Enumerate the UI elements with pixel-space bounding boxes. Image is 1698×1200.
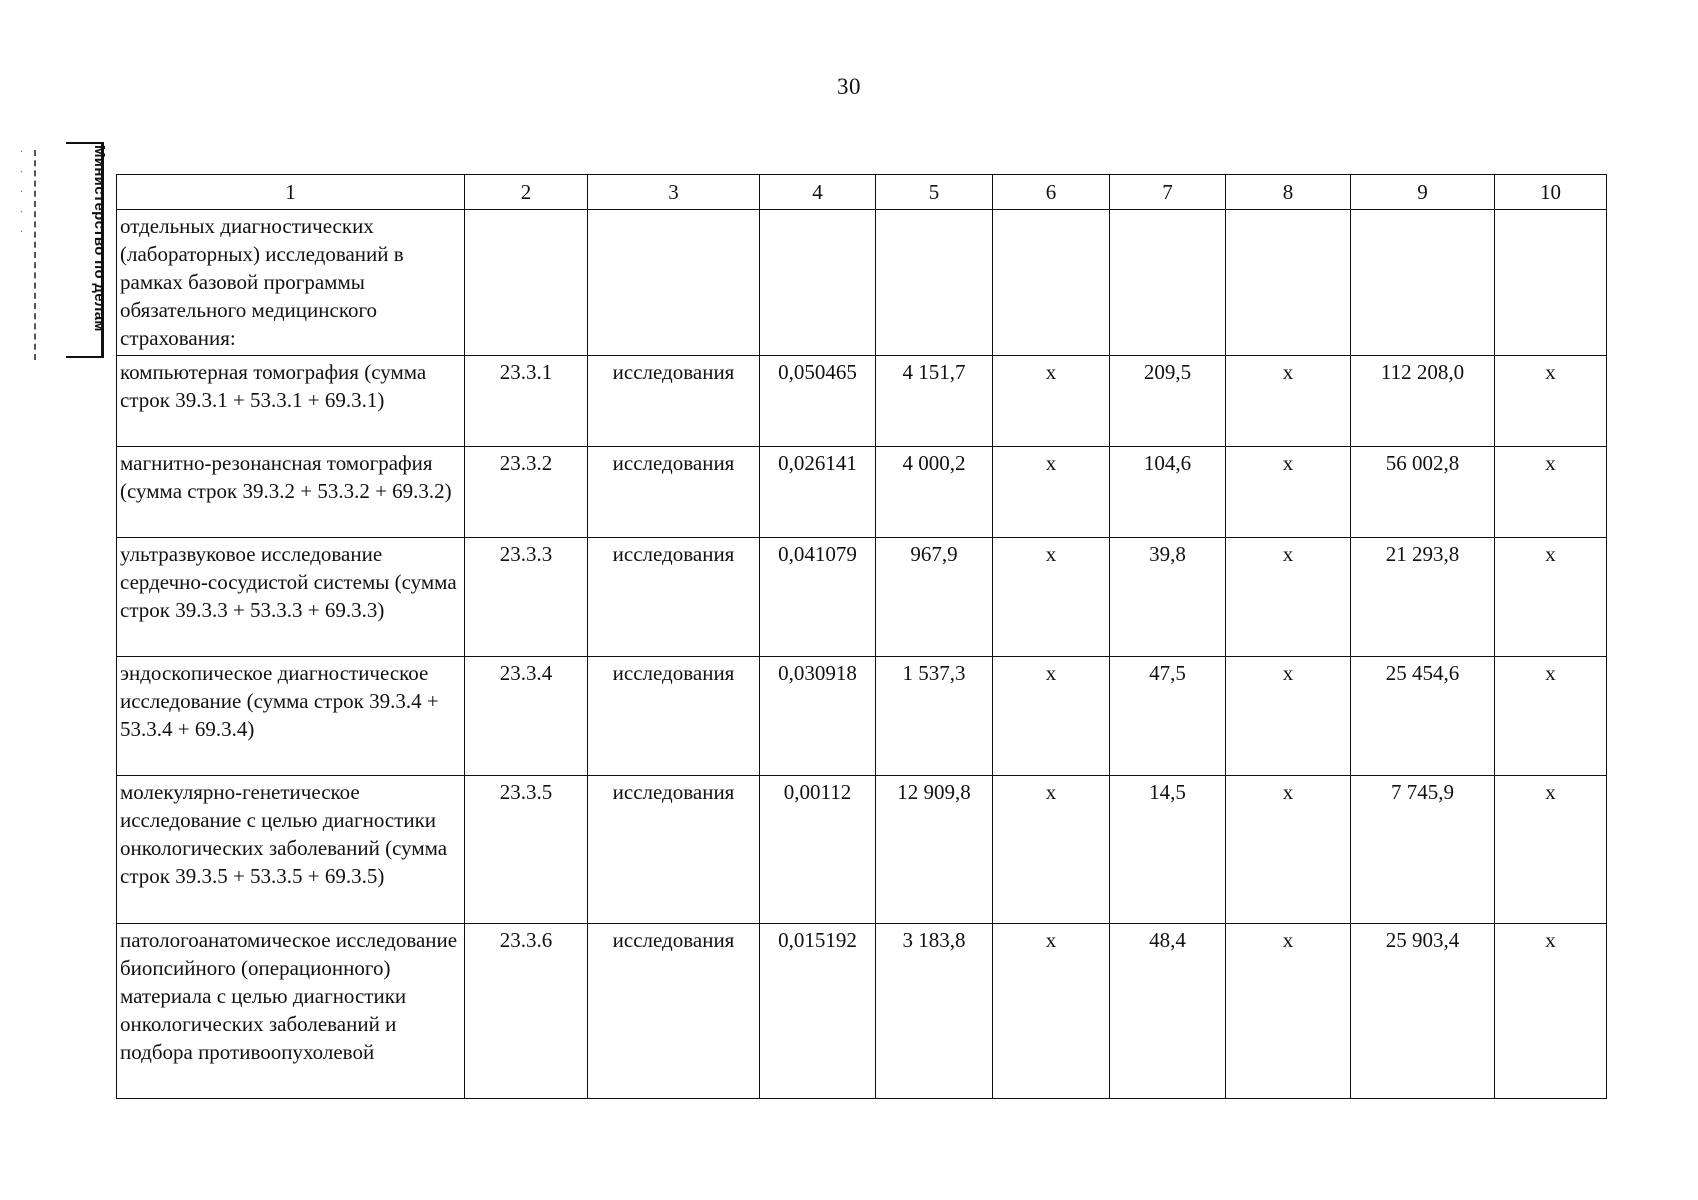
row-value-cell	[876, 210, 993, 356]
row-name-cell: патологоанатомическое исследование биопсийного (операционного) материала с целью диагностики онкологических заболеваний и подбора противоопухолевой	[117, 924, 465, 1099]
row-value-cell: х	[993, 924, 1110, 1099]
row-value-cell: 0,015192	[760, 924, 876, 1099]
row-value-cell: х	[1495, 776, 1607, 924]
row-code-cell: 23.3.5	[465, 776, 588, 924]
table-row	[117, 538, 1607, 657]
row-value-cell: х	[993, 776, 1110, 924]
table-row	[117, 356, 1607, 447]
row-value-cell: 25 903,4	[1351, 924, 1495, 1099]
row-code-cell: 23.3.4	[465, 657, 588, 776]
row-unit-cell: исследования	[588, 657, 760, 776]
row-code-cell: 23.3.6	[465, 924, 588, 1099]
table-row	[117, 447, 1607, 538]
row-value-cell: 0,026141	[760, 447, 876, 538]
stamp-bracket	[34, 150, 38, 360]
header-cell: 10	[1495, 175, 1607, 210]
row-value-cell: х	[1495, 657, 1607, 776]
row-value-cell: 21 293,8	[1351, 538, 1495, 657]
row-value-cell: 25 454,6	[1351, 657, 1495, 776]
row-value-cell: 14,5	[1110, 776, 1226, 924]
row-unit-cell: исследования	[588, 924, 760, 1099]
row-value-cell: х	[1226, 356, 1351, 447]
row-value-cell: 104,6	[1110, 447, 1226, 538]
row-value-cell: х	[1495, 447, 1607, 538]
header-cell: 5	[876, 175, 993, 210]
row-value-cell: х	[993, 447, 1110, 538]
row-code-cell: 23.3.2	[465, 447, 588, 538]
row-name-cell: отдельных диагностических (лабораторных) исследований в рамках базовой программы обязательного медицинского страхования:	[117, 210, 465, 356]
row-value-cell: 7 745,9	[1351, 776, 1495, 924]
row-value-cell: 0,030918	[760, 657, 876, 776]
row-value-cell: х	[993, 657, 1110, 776]
stamp-text: Министерство по делам	[91, 145, 108, 332]
row-value-cell: х	[993, 538, 1110, 657]
margin-marks: · · · · ·	[20, 146, 24, 237]
row-value-cell	[993, 210, 1110, 356]
header-cell: 6	[993, 175, 1110, 210]
row-value-cell: х	[1226, 538, 1351, 657]
row-value-cell: 39,8	[1110, 538, 1226, 657]
header-cell: 7	[1110, 175, 1226, 210]
row-code-cell: 23.3.3	[465, 538, 588, 657]
row-value-cell: 4 151,7	[876, 356, 993, 447]
row-value-cell: х	[1495, 356, 1607, 447]
row-value-cell: 0,041079	[760, 538, 876, 657]
row-value-cell: х	[1226, 447, 1351, 538]
row-value-cell: 12 909,8	[876, 776, 993, 924]
row-value-cell: 4 000,2	[876, 447, 993, 538]
row-value-cell: 3 183,8	[876, 924, 993, 1099]
row-name-cell: ультразвуковое исследование сердечно-сосудистой системы (сумма строк 39.3.3 + 53.3.3 + 69.3.3)	[117, 538, 465, 657]
row-value-cell: 0,00112	[760, 776, 876, 924]
row-value-cell	[1351, 210, 1495, 356]
row-name-cell: магнитно-резонансная томография (сумма строк 39.3.2 + 53.3.2 + 69.3.2)	[117, 447, 465, 538]
header-cell: 9	[1351, 175, 1495, 210]
table-row	[117, 657, 1607, 776]
page-number: 30	[837, 74, 861, 99]
row-value-cell: х	[1226, 776, 1351, 924]
row-value-cell: 47,5	[1110, 657, 1226, 776]
row-value-cell	[760, 210, 876, 356]
row-name-cell: компьютерная томография (сумма строк 39.3.1 + 53.3.1 + 69.3.1)	[117, 356, 465, 447]
header-cell: 2	[465, 175, 588, 210]
header-cell: 3	[588, 175, 760, 210]
row-value-cell: 967,9	[876, 538, 993, 657]
row-value-cell: 1 537,3	[876, 657, 993, 776]
row-name-cell: эндоскопическое диагностическое исследование (сумма строк 39.3.4 + 53.3.4 + 69.3.4)	[117, 657, 465, 776]
table-body	[117, 175, 1607, 1099]
row-code-cell	[465, 210, 588, 356]
row-unit-cell	[588, 210, 760, 356]
row-value-cell: х	[1226, 924, 1351, 1099]
row-code-cell: 23.3.1	[465, 356, 588, 447]
row-value-cell: х	[993, 356, 1110, 447]
row-value-cell: 209,5	[1110, 356, 1226, 447]
table-row	[117, 210, 1607, 356]
row-name-cell: молекулярно-генетическое исследование с целью диагностики онкологических заболеваний (сумма строк 39.3.5 + 53.3.5 + 69.3.5)	[117, 776, 465, 924]
row-value-cell	[1226, 210, 1351, 356]
row-unit-cell: исследования	[588, 538, 760, 657]
row-value-cell: 56 002,8	[1351, 447, 1495, 538]
row-value-cell: х	[1226, 657, 1351, 776]
row-value-cell	[1495, 210, 1607, 356]
table-row	[117, 776, 1607, 924]
row-value-cell: 112 208,0	[1351, 356, 1495, 447]
table-row	[117, 924, 1607, 1099]
row-value-cell: х	[1495, 538, 1607, 657]
row-value-cell: х	[1495, 924, 1607, 1099]
row-unit-cell: исследования	[588, 776, 760, 924]
data-table	[116, 174, 1607, 1099]
row-value-cell: 0,050465	[760, 356, 876, 447]
row-unit-cell: исследования	[588, 447, 760, 538]
row-unit-cell: исследования	[588, 356, 760, 447]
header-cell: 1	[117, 175, 465, 210]
header-cell: 4	[760, 175, 876, 210]
row-value-cell	[1110, 210, 1226, 356]
header-cell: 8	[1226, 175, 1351, 210]
table-header-row	[117, 175, 1607, 210]
row-value-cell: 48,4	[1110, 924, 1226, 1099]
